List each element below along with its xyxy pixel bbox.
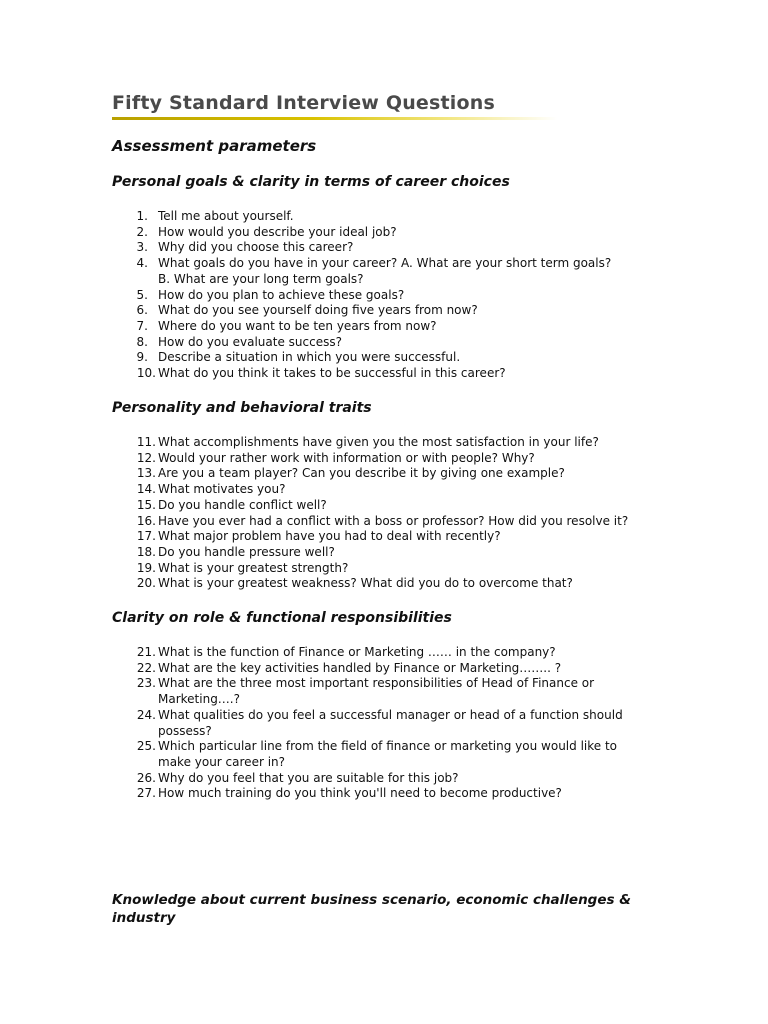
- question-item: [112, 661, 672, 677]
- question-text: How do you evaluate success?: [158, 334, 342, 349]
- question-item: [112, 451, 672, 467]
- question-text: Why did you choose this career?: [158, 240, 354, 255]
- question-number-text: 7.: [136, 318, 148, 333]
- question-number: [112, 435, 158, 451]
- question-number-text: 17.: [136, 529, 156, 544]
- question-number: [112, 482, 158, 498]
- question-list-role-clarity: [112, 645, 672, 802]
- section-heading-business-knowledge: Knowledge about current business scenario, economic challenges & industry: [112, 892, 632, 926]
- question-number: [112, 545, 158, 561]
- question-item: [112, 435, 672, 451]
- question-item: [112, 708, 672, 739]
- question-number: [112, 676, 158, 692]
- question-item: [112, 335, 672, 351]
- question-text: Do you handle conflict well?: [158, 497, 327, 512]
- question-text: What is your greatest weakness? What did you do to overcome that?: [158, 576, 573, 591]
- question-text: What is the function of Finance or Marketing …… in the company?: [158, 645, 556, 659]
- question-number: [112, 451, 158, 467]
- question-number: [112, 645, 158, 661]
- document-title: Fifty Standard Interview Questions: [112, 92, 496, 114]
- question-text: Describe a situation in which you were successful.: [158, 350, 461, 365]
- question-number-text: 22.: [136, 660, 156, 675]
- assessment-heading: Assessment parameters: [112, 137, 317, 155]
- question-number: [112, 225, 158, 241]
- question-number: [112, 366, 158, 382]
- question-number: [112, 350, 158, 366]
- question-number-text: 1.: [136, 209, 148, 223]
- question-number: [112, 786, 158, 802]
- question-number-text: 4.: [136, 256, 148, 271]
- question-number-text: 13.: [136, 466, 156, 481]
- question-number: [112, 739, 158, 755]
- question-item: [112, 366, 672, 382]
- question-text: Are you a team player? Can you describe it by giving one example?: [158, 466, 565, 481]
- question-text: How do you plan to achieve these goals?: [158, 287, 405, 302]
- question-number: [112, 319, 158, 335]
- question-number-text: 10.: [136, 366, 156, 381]
- section-heading-personal-goals: Personal goals & clarity in terms of career choices: [112, 174, 510, 190]
- section-heading-role-clarity: Clarity on role & functional responsibilities: [112, 610, 452, 626]
- question-text: What qualities do you feel a successful manager or head of a function should possess?: [158, 707, 623, 738]
- question-text: What accomplishments have given you the most satisfaction in your life?: [158, 435, 599, 449]
- question-number-text: 21.: [136, 645, 156, 659]
- question-text: What are the key activities handled by Finance or Marketing…….. ?: [158, 660, 562, 675]
- question-text: Tell me about yourself.: [158, 209, 294, 223]
- question-number: [112, 209, 158, 225]
- question-number-text: 19.: [136, 560, 156, 575]
- question-number-text: 8.: [136, 334, 148, 349]
- question-item: [112, 498, 672, 514]
- title-block: [112, 90, 562, 120]
- question-text: Why do you feel that you are suitable for this job?: [158, 770, 459, 785]
- question-text: How would you describe your ideal job?: [158, 224, 397, 239]
- question-number: [112, 498, 158, 514]
- question-number-text: 11.: [136, 435, 156, 449]
- question-number-text: 27.: [136, 786, 156, 801]
- question-number: [112, 288, 158, 304]
- question-item: [112, 225, 672, 241]
- question-item: [112, 482, 672, 498]
- question-number-text: 23.: [136, 676, 156, 691]
- question-number-text: 20.: [136, 576, 156, 591]
- question-text: Which particular line from the field of finance or marketing you would like to make your career in?: [158, 739, 617, 769]
- title-underline: [112, 117, 557, 120]
- question-number: [112, 466, 158, 482]
- question-number-text: 16.: [136, 513, 156, 528]
- question-item: [112, 514, 672, 530]
- question-item: [112, 576, 672, 592]
- question-item: [112, 739, 672, 770]
- question-number: [112, 240, 158, 256]
- question-text: How much training do you think you'll need to become productive?: [158, 786, 562, 801]
- question-item: [112, 256, 672, 287]
- question-item: [112, 545, 672, 561]
- question-text: What do you think it takes to be successful in this career?: [158, 366, 506, 381]
- question-item: [112, 676, 672, 707]
- question-number-text: 25.: [136, 739, 156, 754]
- section-heading-personality: Personality and behavioral traits: [112, 400, 372, 416]
- question-number-text: 12.: [136, 450, 156, 465]
- question-number-text: 3.: [136, 240, 148, 255]
- question-text: What do you see yourself doing five years from now?: [158, 303, 478, 318]
- question-number: [112, 335, 158, 351]
- question-number: [112, 514, 158, 530]
- question-number-text: 6.: [136, 303, 148, 318]
- question-item: [112, 350, 672, 366]
- question-text: Do you handle pressure well?: [158, 544, 335, 559]
- question-number-text: 14.: [136, 482, 156, 497]
- question-number: [112, 576, 158, 592]
- question-text: What goals do you have in your career? A. What are your short term goals? B. What are your long term goals?: [158, 256, 612, 286]
- question-item: [112, 319, 672, 335]
- question-number-text: 18.: [136, 544, 156, 559]
- question-item: [112, 786, 672, 802]
- question-number: [112, 529, 158, 545]
- question-item: [112, 561, 672, 577]
- question-item: [112, 303, 672, 319]
- question-list-personality: [112, 435, 672, 592]
- question-number: [112, 256, 158, 272]
- question-item: [112, 529, 672, 545]
- question-number: [112, 303, 158, 319]
- question-text: Where do you want to be ten years from now?: [158, 318, 437, 333]
- question-item: [112, 288, 672, 304]
- question-text: What major problem have you had to deal with recently?: [158, 529, 501, 544]
- question-number: [112, 661, 158, 677]
- question-text: What motivates you?: [158, 482, 286, 497]
- question-number-text: 9.: [136, 350, 148, 365]
- question-number: [112, 771, 158, 787]
- question-number: [112, 708, 158, 724]
- question-item: [112, 771, 672, 787]
- question-item: [112, 209, 672, 225]
- question-item: [112, 645, 672, 661]
- question-text: What are the three most important responsibilities of Head of Finance or Marketing….?: [158, 676, 595, 707]
- question-number-text: 5.: [136, 287, 148, 302]
- question-list-personal-goals: [112, 209, 672, 382]
- question-number-text: 24.: [136, 707, 156, 722]
- question-number-text: 2.: [136, 224, 148, 239]
- question-text: Would your rather work with information or with people? Why?: [158, 450, 535, 465]
- question-text: Have you ever had a conflict with a boss or professor? How did you resolve it?: [158, 513, 629, 528]
- question-number-text: 15.: [136, 497, 156, 512]
- question-number: [112, 561, 158, 577]
- question-item: [112, 466, 672, 482]
- question-number-text: 26.: [136, 770, 156, 785]
- question-item: [112, 240, 672, 256]
- question-text: What is your greatest strength?: [158, 560, 349, 575]
